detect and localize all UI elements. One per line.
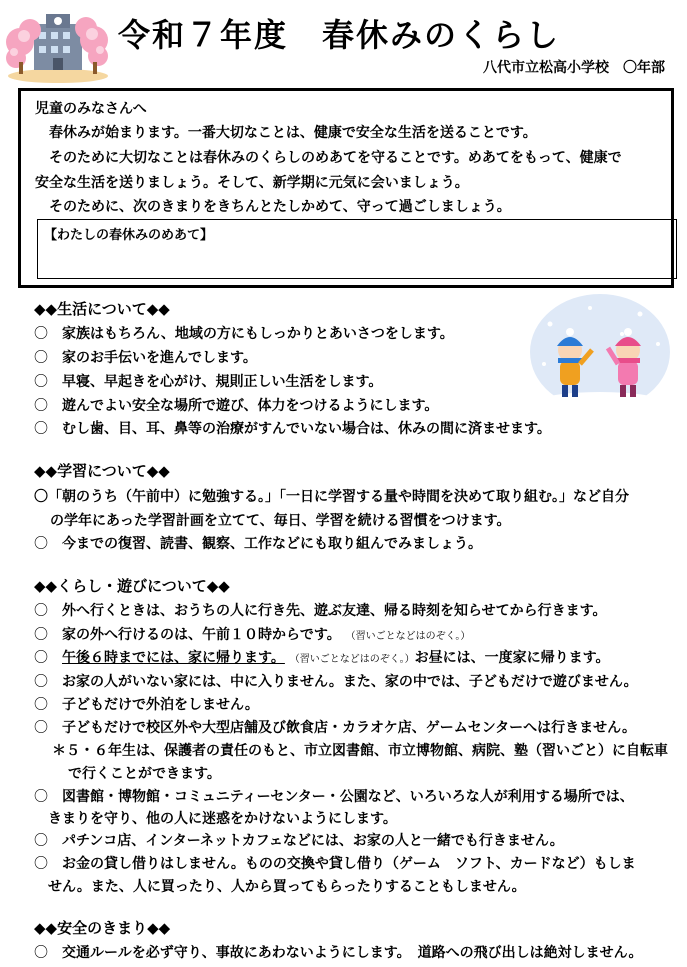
list-item: 〇 お金の貸し借りはしません。ものの交換や貸し借り（ゲーム ソフト、カードなど）もしま — [34, 856, 636, 872]
list-item: 〇 お家の人がいない家には、中に入りません。また、家の中では、子どもだけで遊びません。 — [34, 674, 638, 690]
intro-line: 安全な生活を送りましょう。そして、新学期に元気に会いましょう。 — [35, 175, 469, 191]
school-cherry-blossom-illustration — [6, 6, 110, 84]
list-item: 〇 家族はもちろん、地域の方にもしっかりとあいさつをします。 — [34, 326, 454, 342]
page-title: 令和７年度 春休みのくらし — [118, 16, 561, 54]
list-item: 〇 家の外へ行けるのは、午前１０時からです。 （習いごとなどはのぞく。） — [34, 627, 471, 643]
list-item: 〇 子どもだけで校区外や大型店舗及び飲食店・カラオケ店、ゲームセンターへは行きません。 — [34, 720, 636, 736]
list-item: 〇 外へ行くときは、おうちの人に行き先、遊ぶ友達、帰る時刻を知らせてから行きます。 — [34, 603, 607, 619]
list-item: 〇 家のお手伝いを進んでします。 — [34, 350, 257, 366]
intro-line: そのために、次のきまりをきちんとたしかめて、守って過ごしましょう。 — [35, 199, 511, 215]
list-item-continuation: で行くことができます。 — [68, 766, 221, 782]
goal-box[interactable] — [37, 219, 677, 279]
list-item-continuation: せん。また、人に買ったり、人から買ってもらったりすることもしません。 — [48, 879, 526, 895]
intro-box — [18, 88, 674, 288]
list-item: 〇 むし歯、目、耳、鼻等の治療がすんでいない場合は、休みの間に済ませます。 — [34, 421, 551, 437]
list-item: 〇 交通ルールを必ず守り、事故にあわないようにします。 道路への飛び出しは絶対しません。 — [34, 945, 643, 961]
list-item: 〇 パチンコ店、インターネットカフェなどには、お家の人と一緒でも行きません。 — [34, 833, 564, 849]
list-item: 〇 子どもだけで外泊をしません。 — [34, 697, 259, 713]
list-item-continuation: の学年にあった学習計画を立てて、毎日、学習を続ける習慣をつけます。 — [50, 513, 511, 529]
list-item: 〇 早寝、早起きを心がけ、規則正しい生活をします。 — [34, 374, 383, 390]
intro-line: そのために大切なことは春休みのくらしのめあてを守ることです。めあてをもって、健康で — [35, 150, 622, 166]
children-in-snow-illustration — [530, 294, 670, 412]
list-item-continuation: きまりを守り、他の人に迷惑をかけないようにします。 — [48, 811, 397, 827]
list-item-note: ＊５・６年生は、保護者の責任のもと、市立図書館、市立博物館、病院、塾（習いごと）に自転車 — [52, 743, 668, 759]
section-heading-safety: ◆◆安全のきまり◆◆ — [34, 919, 171, 937]
section-heading-life: ◆◆生活について◆◆ — [34, 300, 170, 318]
goal-label: 【わたしの春休みのめあて】 — [44, 228, 214, 243]
list-item: 〇 遊んでよい安全な場所で遊び、体力をつけるようにします。 — [34, 398, 439, 414]
section-heading-study: ◆◆学習について◆◆ — [34, 462, 170, 480]
school-name: 八代市立松高小学校 〇年部 — [483, 60, 665, 76]
note: （習いごとなどはのぞく。） — [289, 654, 415, 665]
section-heading-play: ◆◆くらし・遊びについて◆◆ — [34, 577, 230, 595]
note: （習いごとなどはのぞく。） — [345, 631, 471, 642]
list-item: 〇 午後６時までには、家に帰ります。 （習いごとなどはのぞく。）お昼には、一度家に帰ります。 — [34, 650, 610, 666]
intro-greeting: 児童のみなさんへ — [35, 101, 147, 117]
list-item: 〇「朝のうち（午前中）に勉強する。」「一日に学習する量や時間を決めて取り組む。」など自分 — [34, 489, 629, 505]
intro-line: 春休みが始まります。一番大切なことは、健康で安全な生活を送ることです。 — [35, 125, 537, 141]
list-item: 〇 今までの復習、読書、観察、工作などにも取り組んでみましょう。 — [34, 536, 482, 552]
list-item: 〇 図書館・博物館・コミュニティーセンター・公園など、いろいろな人が利用する場所では、 — [34, 789, 634, 805]
